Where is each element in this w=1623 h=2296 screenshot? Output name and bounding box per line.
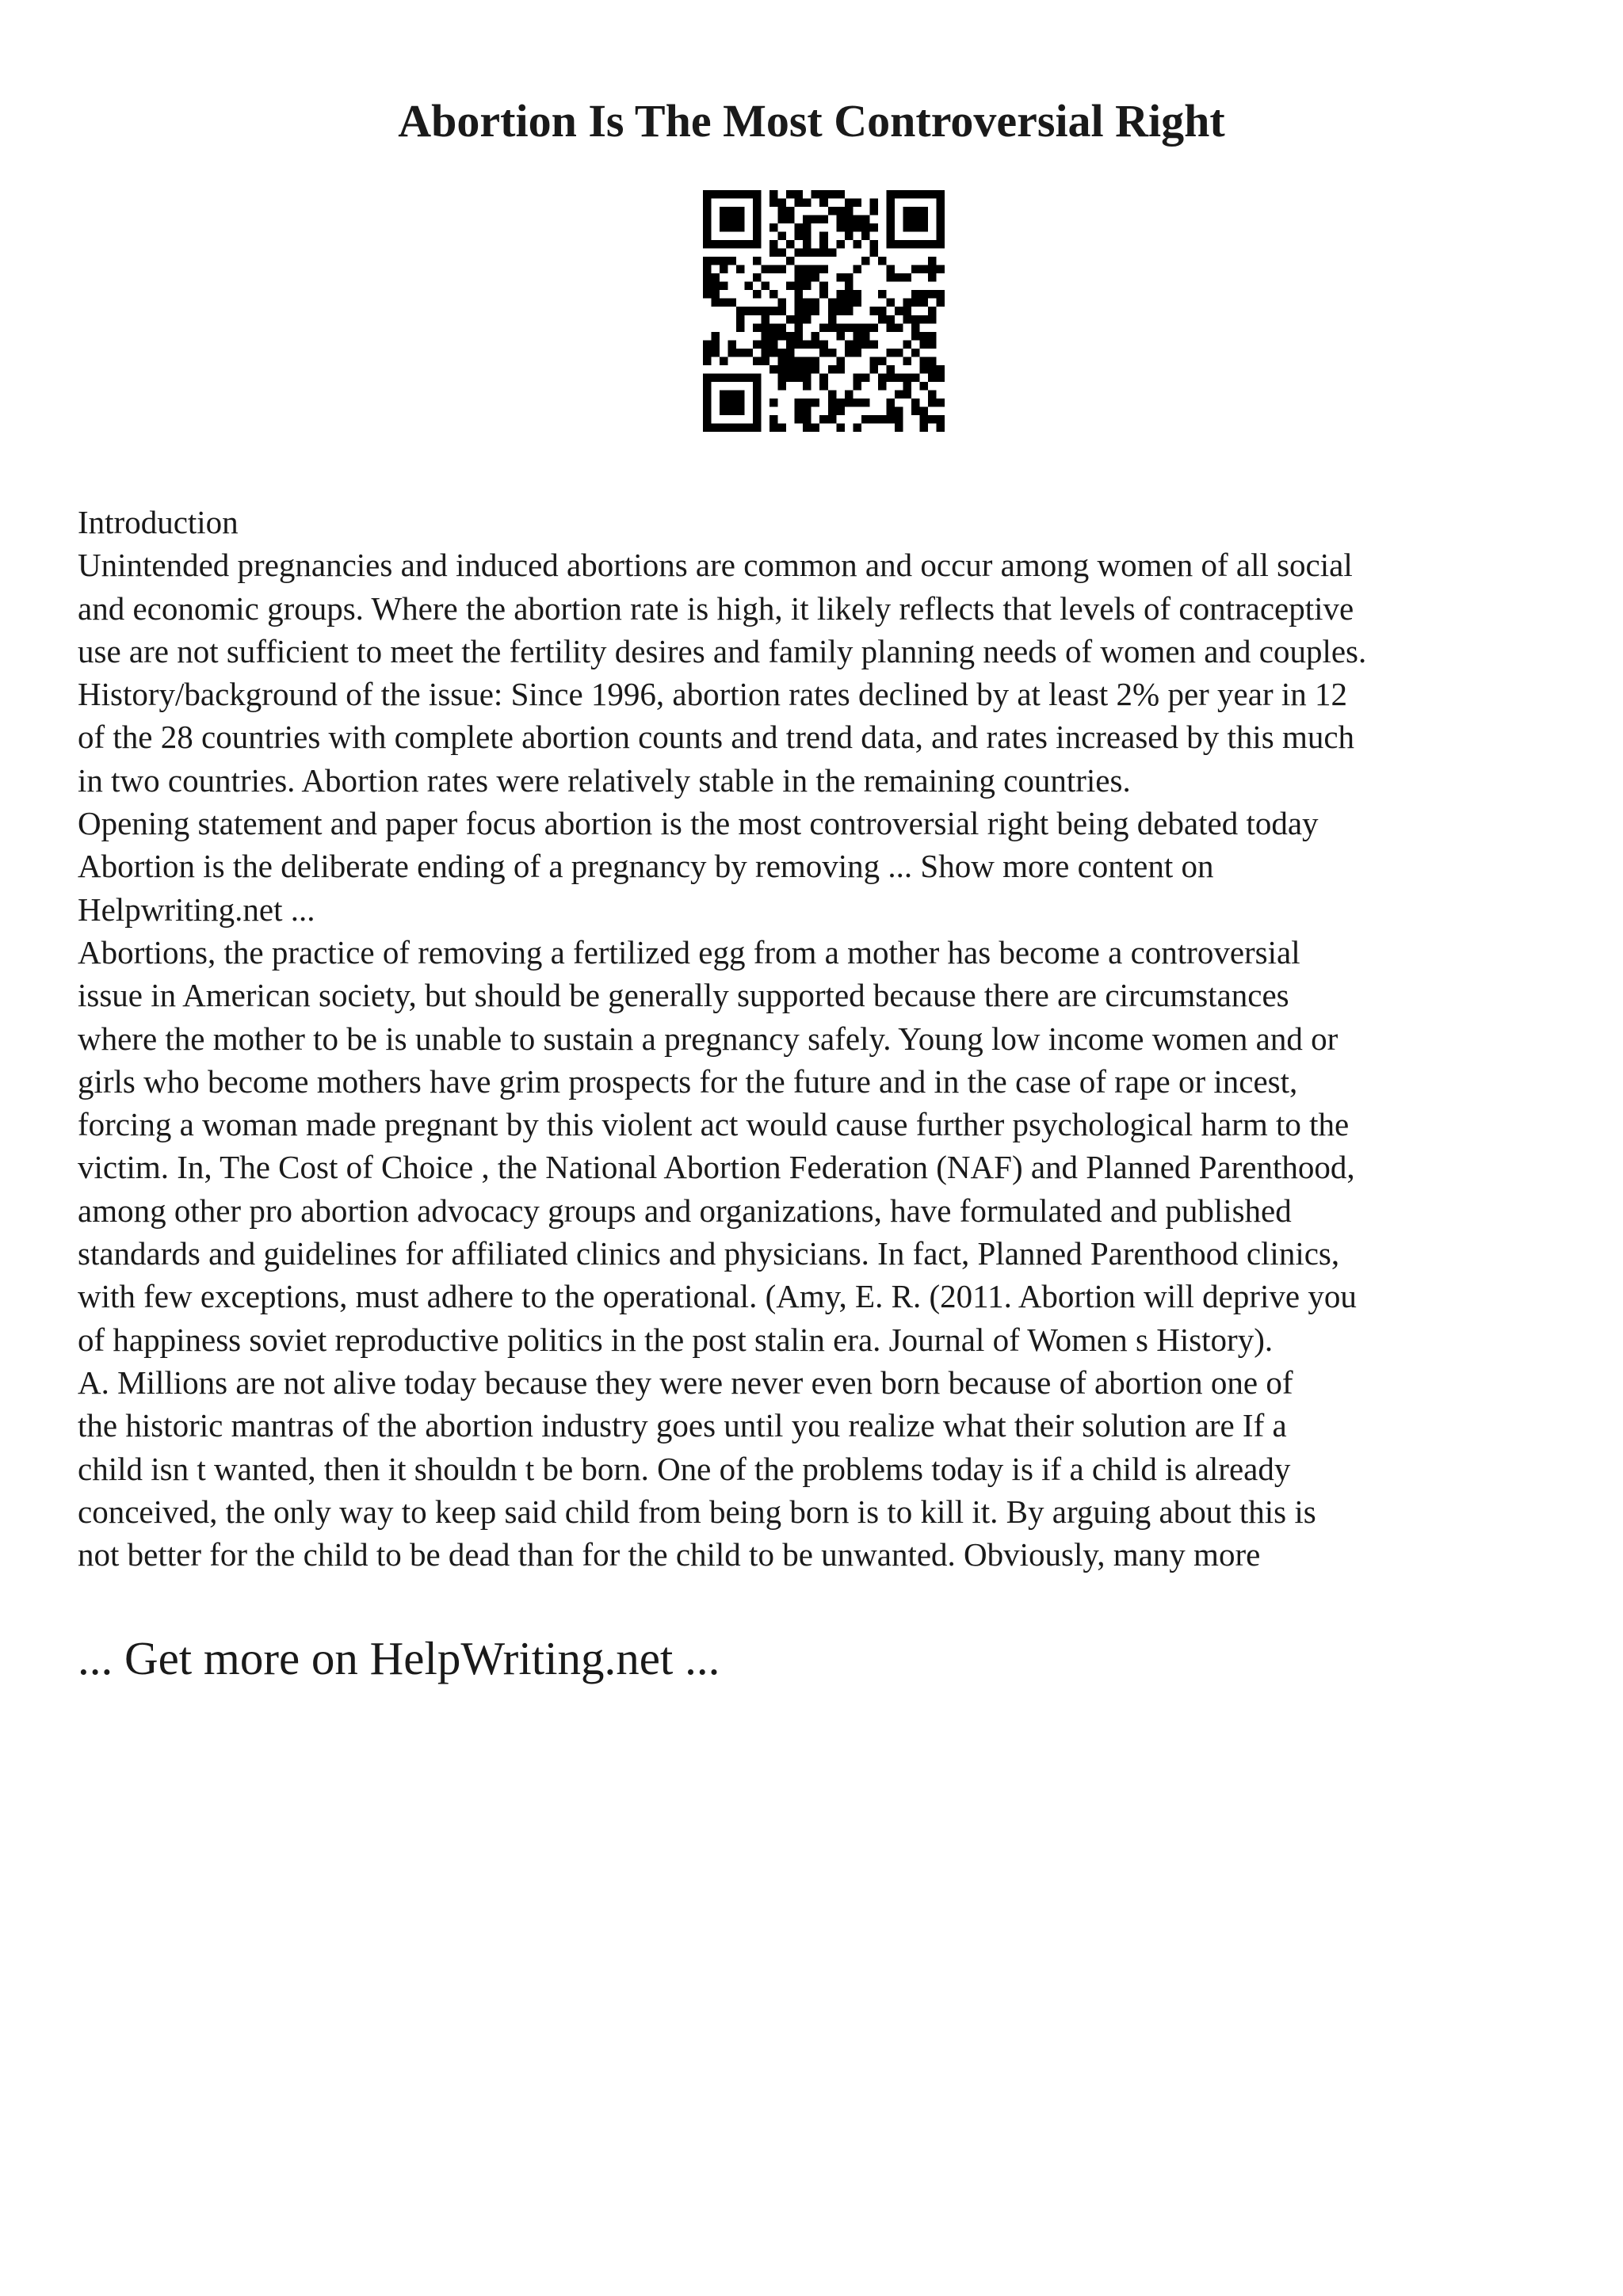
text-line: child isn t wanted, then it shouldn t be born. One of the problems today is if a child is already xyxy=(78,1450,1291,1487)
text-line: Helpwriting.net ... xyxy=(78,891,315,928)
text-line: conceived, the only way to keep said child from being born is to kill it. By arguing about this is xyxy=(78,1493,1316,1530)
text-line: use are not sufficient to meet the fertility desires and family planning needs of women and couples. xyxy=(78,632,1367,669)
document-body xyxy=(78,501,1568,1576)
text-line: Abortion is the deliberate ending of a pregnancy by removing ... Show more content on xyxy=(78,848,1214,885)
text-line: among other pro abortion advocacy groups and organizations, have formulated and published xyxy=(78,1192,1292,1229)
text-line: forcing a woman made pregnant by this violent act would cause further psychological harm to the xyxy=(78,1106,1350,1143)
text-line: not better for the child to be dead than for the child to be unwanted. Obviously, many more xyxy=(78,1536,1261,1573)
text-line: where the mother to be is unable to sustain a pregnancy safely. Young low income women and or xyxy=(78,1020,1338,1057)
text-line: with few exceptions, must adhere to the operational. (Amy, E. R. (2011. Abortion will deprive you xyxy=(78,1278,1357,1315)
text-line: Unintended pregnancies and induced abortions are common and occur among women of all social xyxy=(78,547,1353,584)
qr-code-icon xyxy=(703,190,945,432)
text-line: of the 28 countries with complete abortion counts and trend data, and rates increased by this much xyxy=(78,719,1355,756)
text-line: Abortions, the practice of removing a fertilized egg from a mother has become a controversial xyxy=(78,933,1300,971)
get-more-link[interactable]: ... Get more on HelpWriting.net ... xyxy=(78,1632,720,1684)
text-line: and economic groups. Where the abortion rate is high, it likely reflects that levels of contraceptive xyxy=(78,589,1354,627)
text-line: the historic mantras of the abortion industry goes until you realize what their solution are If a xyxy=(78,1407,1287,1444)
document-title: Abortion Is The Most Controversial Right xyxy=(398,95,1225,147)
text-line: girls who become mothers have grim prospects for the future and in the case of rape or incest, xyxy=(78,1062,1298,1100)
text-line: History/background of the issue: Since 1996, abortion rates declined by at least 2% per year in 12 xyxy=(78,676,1347,713)
text-line: A. Millions are not alive today because they were never even born because of abortion one of xyxy=(78,1363,1293,1401)
text-line: standards and guidelines for affiliated clinics and physicians. In fact, Planned Parenthood clinics, xyxy=(78,1235,1340,1272)
text-line: issue in American society, but should be generally supported because there are circumstances xyxy=(78,977,1289,1014)
text-line: in two countries. Abortion rates were relatively stable in the remaining countries. xyxy=(78,761,1131,799)
text-line: Opening statement and paper focus abortion is the most controversial right being debated today xyxy=(78,805,1319,842)
text-line: victim. In, The Cost of Choice , the National Abortion Federation (NAF) and Planned Parenthood, xyxy=(78,1149,1355,1186)
text-line: of happiness soviet reproductive politics in the post stalin era. Journal of Women s History). xyxy=(78,1321,1274,1358)
text-line: Introduction xyxy=(78,504,239,540)
